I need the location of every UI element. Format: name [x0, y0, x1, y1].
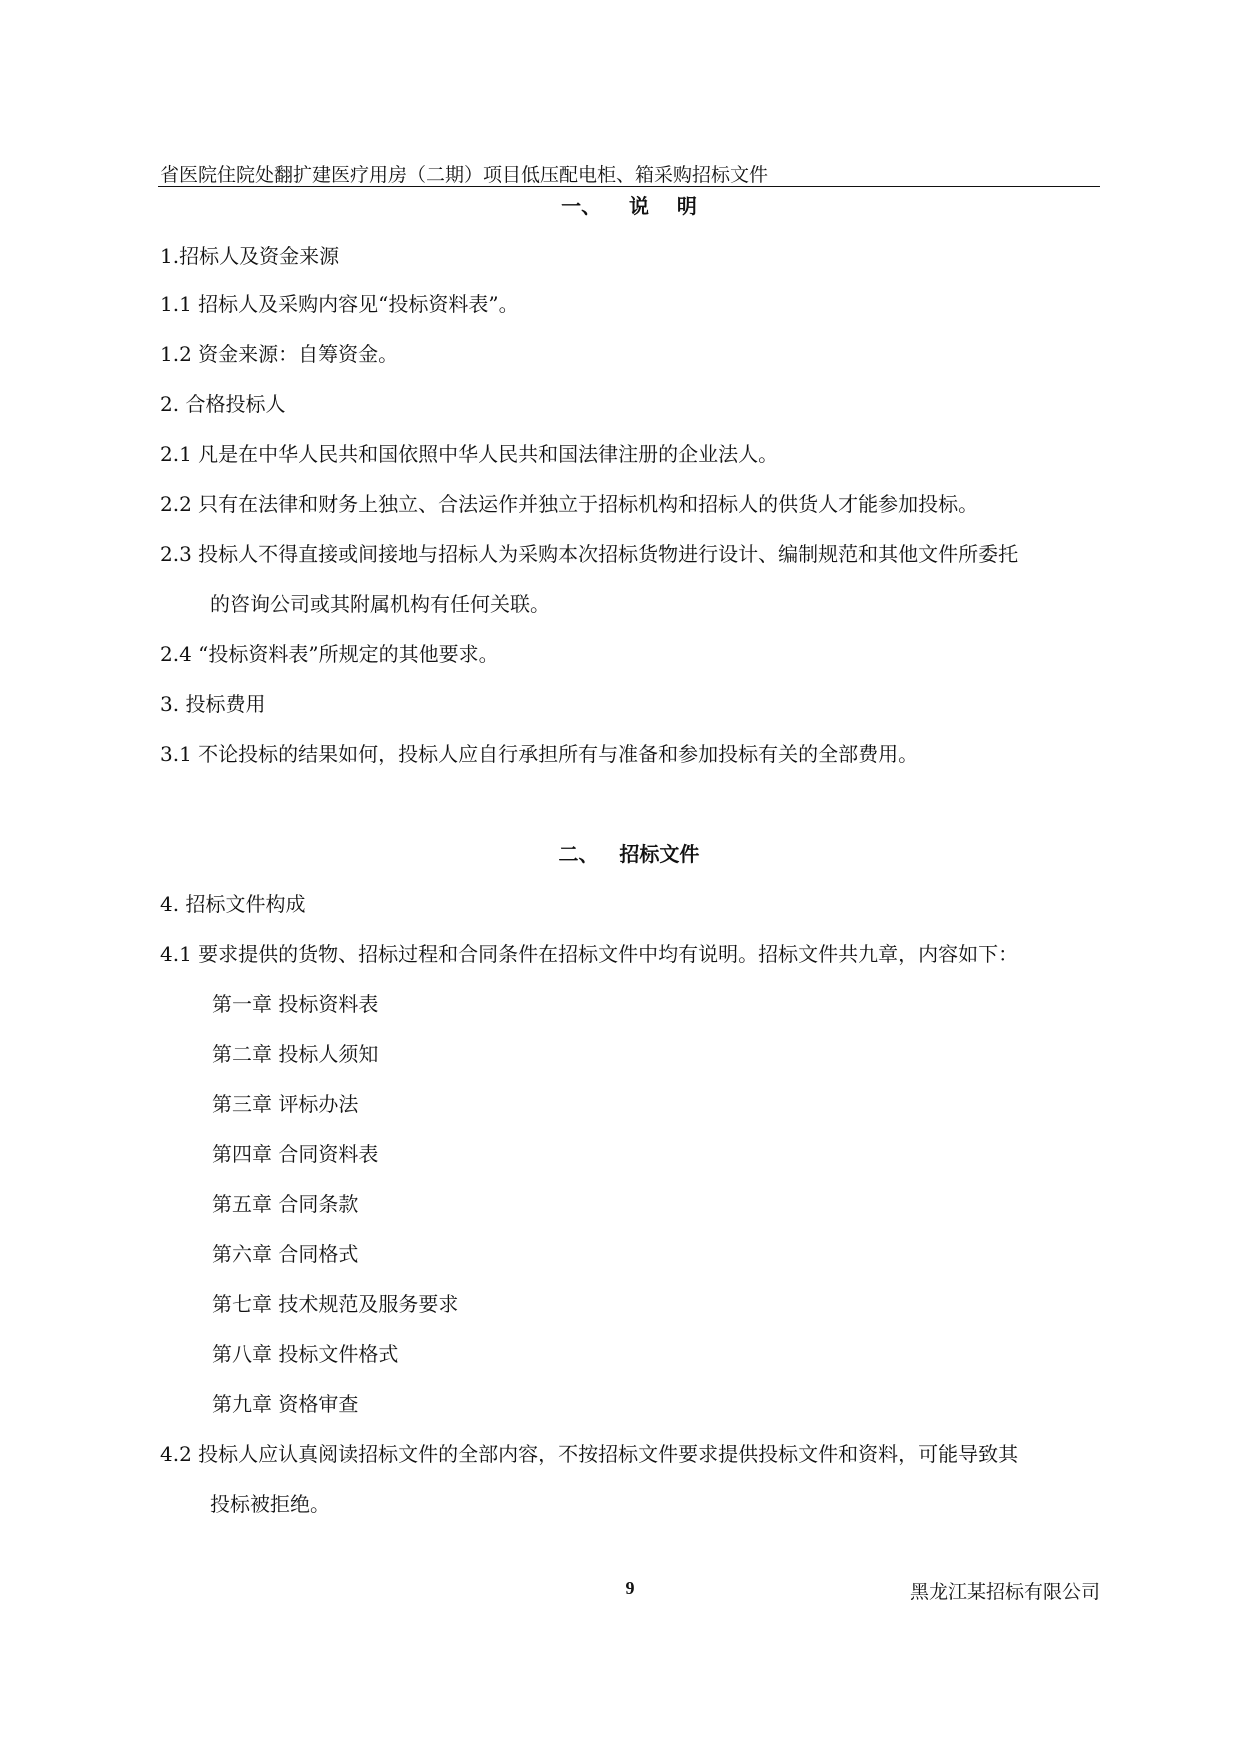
- chapter-list-item: 第二章 投标人须知: [212, 1042, 379, 1066]
- paragraph-1-1: 1.1 招标人及采购内容见“投标资料表”。: [160, 292, 519, 316]
- paragraph-1: 1.招标人及资金来源: [160, 244, 340, 268]
- footer-company: 黑龙江某招标有限公司: [909, 1581, 1100, 1603]
- paragraph-3: 3. 投标费用: [160, 692, 266, 716]
- paragraph-4-2-continued: 投标被拒绝。: [210, 1492, 330, 1516]
- chapter-list-item: 第四章 合同资料表: [212, 1142, 379, 1166]
- paragraph-1-2: 1.2 资金来源：自筹资金。: [160, 342, 399, 366]
- paragraph-2-4: 2.4 “投标资料表”所规定的其他要求。: [160, 642, 499, 666]
- chapter-list-item: 第六章 合同格式: [212, 1242, 359, 1266]
- paragraph-2-2: 2.2 只有在法律和财务上独立、合法运作并独立于招标机构和招标人的供货人才能参加投标。: [160, 492, 979, 516]
- chapter-list-item: 第七章 技术规范及服务要求: [212, 1292, 459, 1316]
- paragraph-4: 4. 招标文件构成: [160, 892, 306, 916]
- paragraph-2-3-continued: 的咨询公司或其附属机构有任何关联。: [210, 592, 550, 616]
- chapter-list-item: 第九章 资格审查: [212, 1392, 359, 1416]
- paragraph-2-3: 2.3 投标人不得直接或间接地与招标人为采购本次招标货物进行设计、编制规范和其他文件所委托: [160, 542, 1019, 566]
- paragraph-4-1: 4.1 要求提供的货物、招标过程和合同条件在招标文件中均有说明。招标文件共九章，内容如下：: [160, 942, 1019, 966]
- paragraph-2: 2. 合格投标人: [160, 392, 286, 416]
- chapter-list-item: 第八章 投标文件格式: [212, 1342, 399, 1366]
- page-number: 9: [625, 1578, 635, 1598]
- chapter-list-item: 第五章 合同条款: [212, 1192, 359, 1216]
- header-rule: [158, 186, 1100, 187]
- section-title-tender-documents: 二、 招标文件: [558, 842, 700, 866]
- section-title-explanation: 一、 说 明: [561, 194, 697, 218]
- paragraph-3-1: 3.1 不论投标的结果如何，投标人应自行承担所有与准备和参加投标有关的全部费用。: [160, 742, 919, 766]
- running-header: 省医院住院处翻扩建医疗用房（二期）项目低压配电柜、箱采购招标文件: [160, 164, 769, 186]
- chapter-list-item: 第三章 评标办法: [212, 1092, 359, 1116]
- chapter-list-item: 第一章 投标资料表: [212, 992, 379, 1016]
- paragraph-4-2: 4.2 投标人应认真阅读招标文件的全部内容，不按招标文件要求提供投标文件和资料，可能导致其: [160, 1442, 1019, 1466]
- paragraph-2-1: 2.1 凡是在中华人民共和国依照中华人民共和国法律注册的企业法人。: [160, 442, 779, 466]
